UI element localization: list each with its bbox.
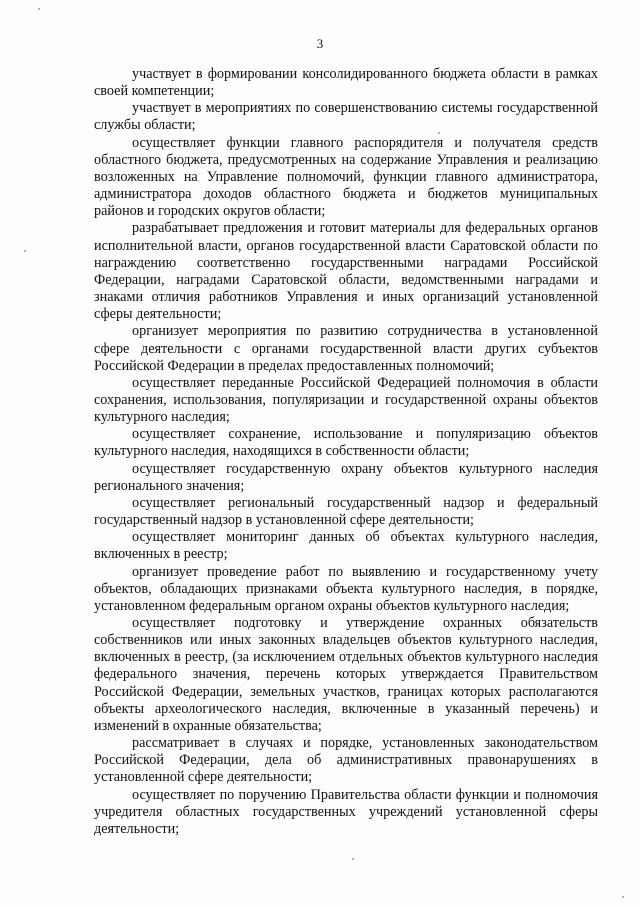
paragraph: осуществляет подготовку и утверждение охранных обязательств собственников или иных законных владельцев объектов культурного наследия, включенных в реестр, (за исключением отдельных объектов культурного наследия федерального значения, перечень которых утверждается Правительством Российской Федерации, земельных участков, границах которых располагаются объекты археологического наследия, включенные в указанный перечень) и изменений в охранные обязательства; <box>94 615 598 734</box>
paragraph: осуществляет по поручению Правительства области функции и полномочия учредителя областных государственных учреждений установленной сферы деятельности; <box>94 786 598 837</box>
paragraph: осуществляет государственную охрану объектов культурного наследия регионального значения; <box>94 460 598 494</box>
scan-speck <box>24 250 26 252</box>
paragraph: осуществляет региональный государственный надзор и федеральный государственный надзор в установленной сфере деятельности; <box>94 494 598 529</box>
paragraph: осуществляет сохранение, использование и популяризацию объектов культурного наследия, находящихся в собственности области; <box>94 426 598 460</box>
paragraph: участвует в мероприятиях по совершенствованию системы государственной службы области; <box>94 100 598 134</box>
scan-speck <box>352 858 354 860</box>
page-number: 3 <box>316 36 324 51</box>
paragraph: участвует в формировании консолидированного бюджета области в рамках своей компетенции; <box>94 66 598 100</box>
scan-speck <box>38 8 40 10</box>
document-body <box>94 66 598 838</box>
paragraph: осуществляет мониторинг данных об объектах культурного наследия, включенных в реестр; <box>94 529 598 563</box>
paragraph: разрабатывает предложения и готовит материалы для федеральных органов исполнительной власти, органов государственной власти Саратовской области по награждению соответственно государственными наградами Российской Федерации, наградами Саратовской области, ведомственными наградами и знаками отличия работников Управления и иных организаций установленной сферы деятельности; <box>94 220 598 323</box>
paragraph: организует проведение работ по выявлению и государственному учету объектов, обладающих признаками объекта культурного наследия, в порядке, установленном федеральным органом охраны объектов культурного наследия; <box>94 563 598 614</box>
paragraph: организует мероприятия по развитию сотрудничества в установленной сфере деятельности с органами государственной власти других субъектов Российской Федерации в пределах предоставленных полномочий; <box>94 323 598 374</box>
paragraph: рассматривает в случаях и порядке, установленных законодательством Российской Федерации, дела об административных правонарушениях в установленной сфере деятельности; <box>94 735 598 786</box>
scan-speck <box>438 132 440 134</box>
scan-speck <box>622 896 624 898</box>
paragraph: осуществляет переданные Российской Федерацией полномочия в области сохранения, использования, популяризации и государственной охраны объектов культурного наследия; <box>94 374 598 426</box>
paragraph: осуществляет функции главного распорядителя и получателя средств областного бюджета, предусмотренных на содержание Управления и реализацию возложенных на Управление полномочий, функции главного администратора, администратора доходов областного бюджета и бюджетов муниципальных районов и городских округов области; <box>94 134 598 220</box>
